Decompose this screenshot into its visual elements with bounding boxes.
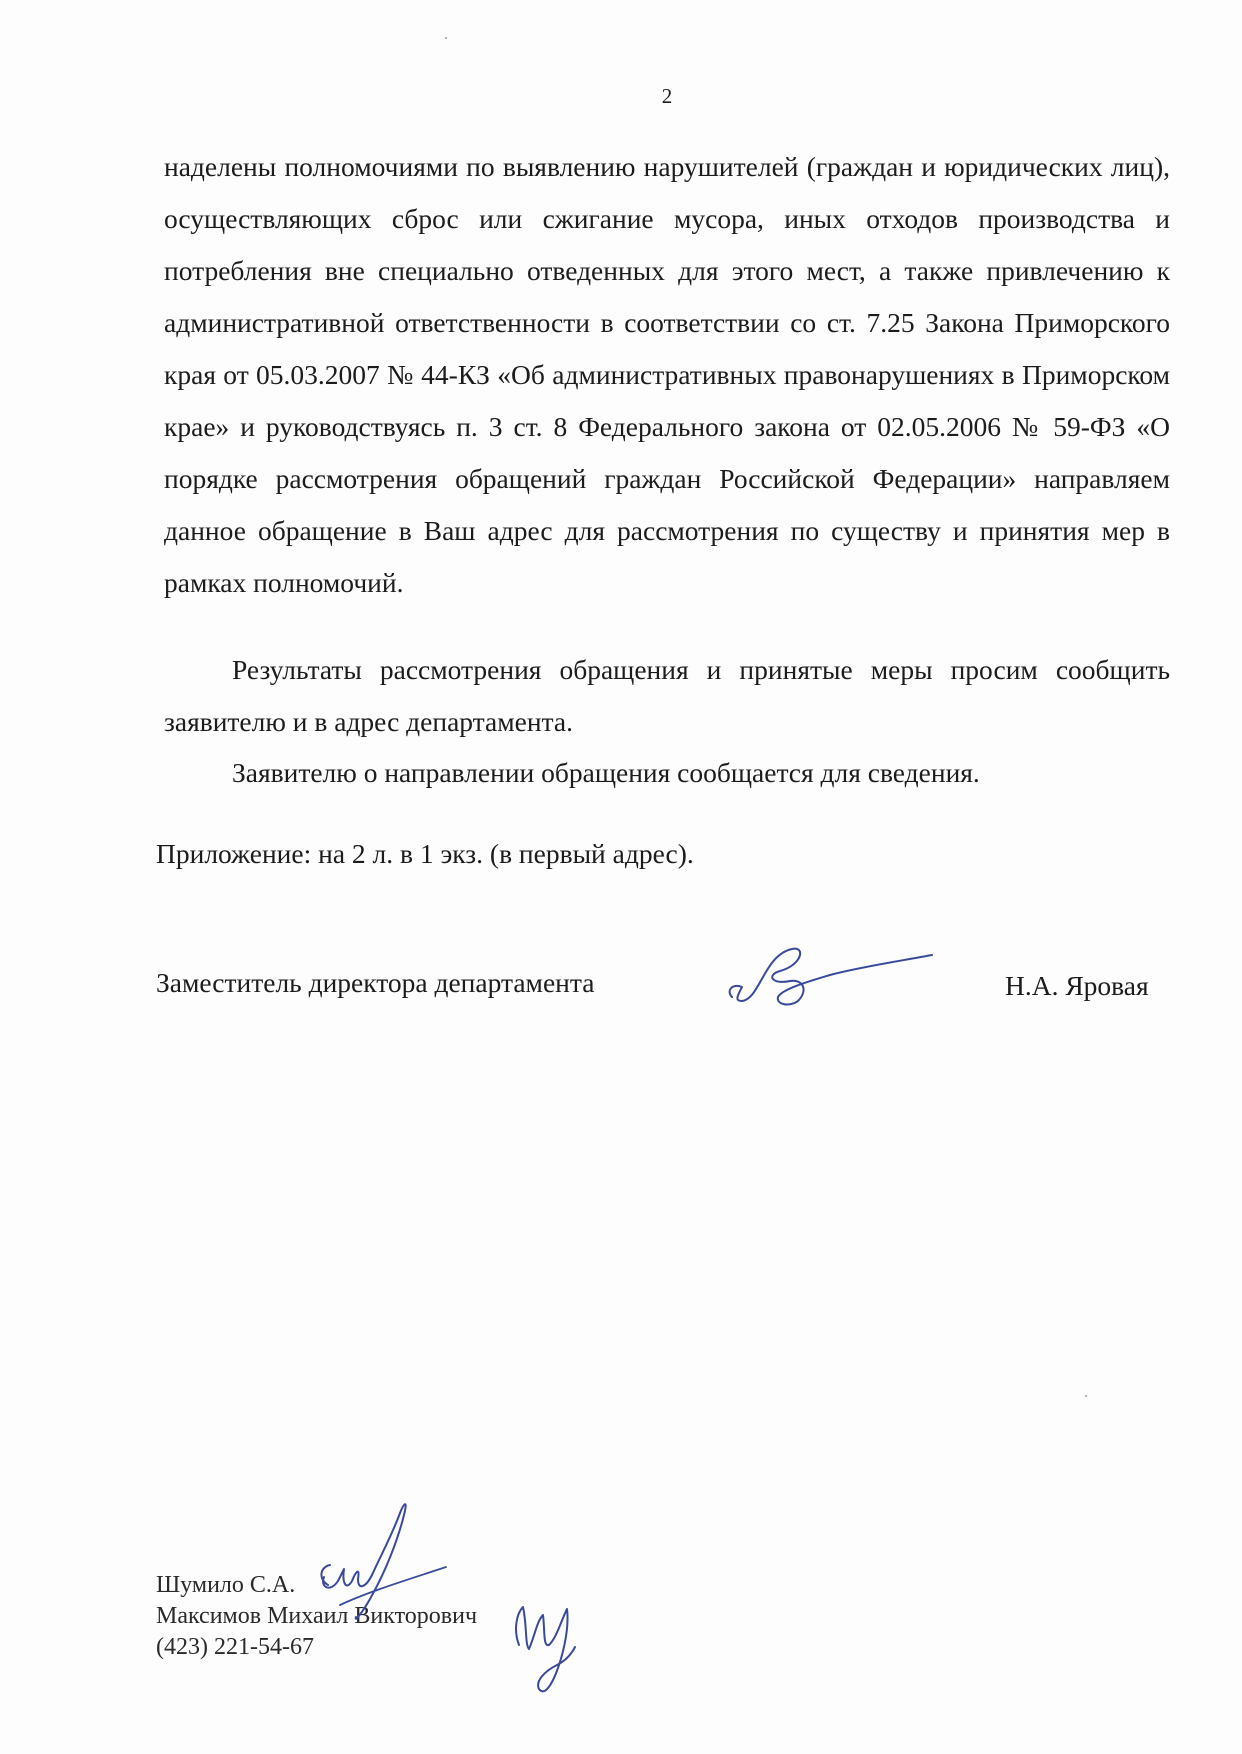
executor-signature [300, 1495, 450, 1625]
signer-title: Заместитель директора департамента [156, 967, 595, 998]
paragraph-results: Результаты рассмотрения обращения и принятые меры просим сообщить заявителю и в адрес департамента. [164, 654, 1170, 737]
signer-name: Н.А. Яровая [1005, 970, 1149, 1001]
director-signature [720, 935, 940, 1015]
page-number: 2 [661, 84, 673, 108]
contact-name: Максимов Михаил Викторович [156, 1603, 478, 1629]
attachment-line: Приложение: на 2 л. в 1 экз. (в первый адрес). [156, 838, 694, 869]
executor-name: Шумило С.А. [156, 1572, 296, 1598]
scan-speck [1085, 1395, 1087, 1397]
contact-phone: (423) 221-54-67 [156, 1634, 314, 1660]
approver-signature [505, 1585, 585, 1700]
paragraph-main: наделены полномочиями по выявлению нарушителей (граждан и юридических лиц), осуществляющих сброс или сжигание мусора, иных отходов производства и потребления вне специально отведенных для этого мест, а также привлечению к административной ответственности в соответствии со ст. 7.25 Закона Приморского края от 05.03.2007 № 44-КЗ «Об административных правонарушениях в Приморском крае» и руководствуясь п. 3 ст. 8 Федерального закона от 02.05.2006 № 59-ФЗ «О порядке рассмотрения обращений граждан Российской Федерации» направляем данное обращение в Ваш адрес для рассмотрения по существу и принятия мер в рамках полномочий. [164, 151, 1170, 598]
paragraph-notice: Заявителю о направлении обращения сообщается для сведения. [232, 757, 980, 788]
scan-speck [445, 37, 447, 39]
